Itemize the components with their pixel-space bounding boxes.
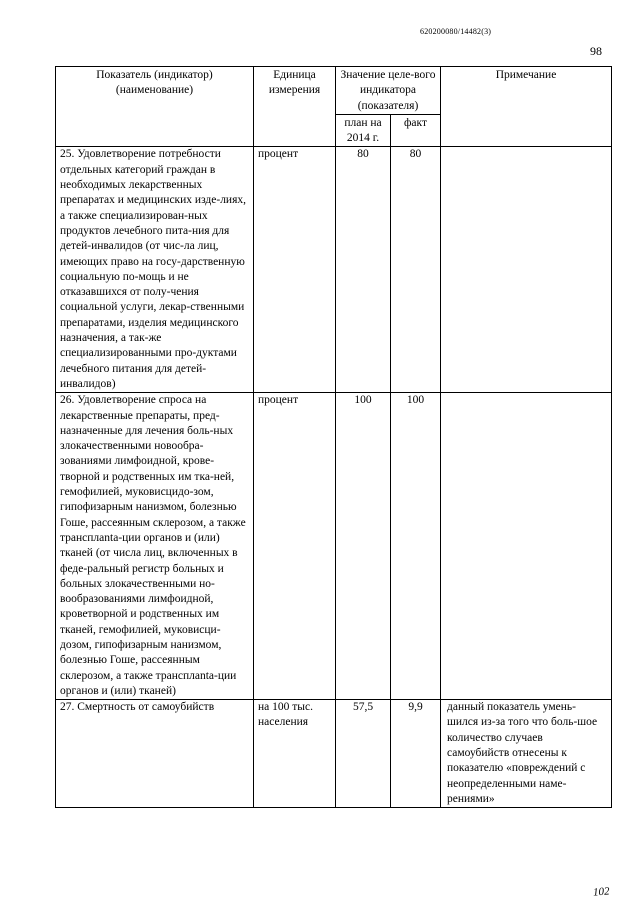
note-cell: данный показатель умень-шился из-за того что боль-шое количество случаев самоубийств отнесены к показателю «повреждений с неопределенными наме-рениями» bbox=[441, 700, 612, 808]
indicators-table bbox=[55, 66, 612, 808]
page-number: 98 bbox=[590, 44, 602, 58]
column-header-indicator: Показатель (индикатор) (наименование) bbox=[56, 67, 254, 147]
unit-cell: процент bbox=[254, 147, 336, 393]
indicator-cell: 26. Удовлетворение спроса на лекарственные препараты, пред-назначенные для лечения боль-ных злокачественными новообра-зованиями лимфоидной, крове-творной и родственных им тка-ней, гемофилией, муковисцидо-зом, гипофизарным нанизмом, болезнью Гоше, рассеянным склерозом, а также трансплanta-ции органов и (или) тканей (от числа лиц, включенных в феде-ральный регистр больных и больных злокачественными но-вообразованиями лимфоидной, кроветворной и родственных им тканей, гемофилией, муковисци-дозом, гипофизарным нанизмом, болезнью Гоше, рассеянным склерозом, а также трансплanta-ции органов и (или) тканей) bbox=[56, 393, 254, 700]
fact-cell: 9,9 bbox=[391, 700, 441, 808]
plan-cell: 100 bbox=[336, 393, 391, 700]
fact-cell: 100 bbox=[391, 393, 441, 700]
column-header-fact: факт bbox=[391, 114, 441, 147]
unit-cell: процент bbox=[254, 393, 336, 700]
column-header-plan: план на 2014 г. bbox=[336, 114, 391, 147]
plan-cell: 80 bbox=[336, 147, 391, 393]
indicator-cell: 27. Смертность от самоубийств bbox=[56, 700, 254, 808]
column-header-note: Примечание bbox=[441, 67, 612, 147]
handwritten-page-stamp: 102 bbox=[592, 885, 610, 899]
table-row bbox=[56, 393, 612, 700]
unit-cell: на 100 тыс. населения bbox=[254, 700, 336, 808]
table-row bbox=[56, 147, 612, 393]
table-header-row bbox=[56, 67, 612, 115]
plan-cell: 57,5 bbox=[336, 700, 391, 808]
fact-cell: 80 bbox=[391, 147, 441, 393]
column-header-unit: Единица измерения bbox=[254, 67, 336, 147]
note-cell bbox=[441, 147, 612, 393]
indicator-cell: 25. Удовлетворение потребности отдельных категорий граждан в необходимых лекарственных препаратах и медицинских изде-лиях, а также специализирован-ных продуктов лечебного пита-ния для детей-инвалидов (от чис-ла лиц, имеющих право на госу-дарственную социальную по-мощь и не отказавшихся от полу-чения социальной услуги, лекар-ственными препаратами, изделия медицинского назначения, а так-же специализированными про-дуктами лечебного питания для детей-инвалидов) bbox=[56, 147, 254, 393]
column-header-value: Значение целе-вого индикатора (показателя) bbox=[336, 67, 441, 115]
document-code: 620200080/14482(3) bbox=[420, 27, 492, 36]
note-cell bbox=[441, 393, 612, 700]
table-row bbox=[56, 700, 612, 808]
